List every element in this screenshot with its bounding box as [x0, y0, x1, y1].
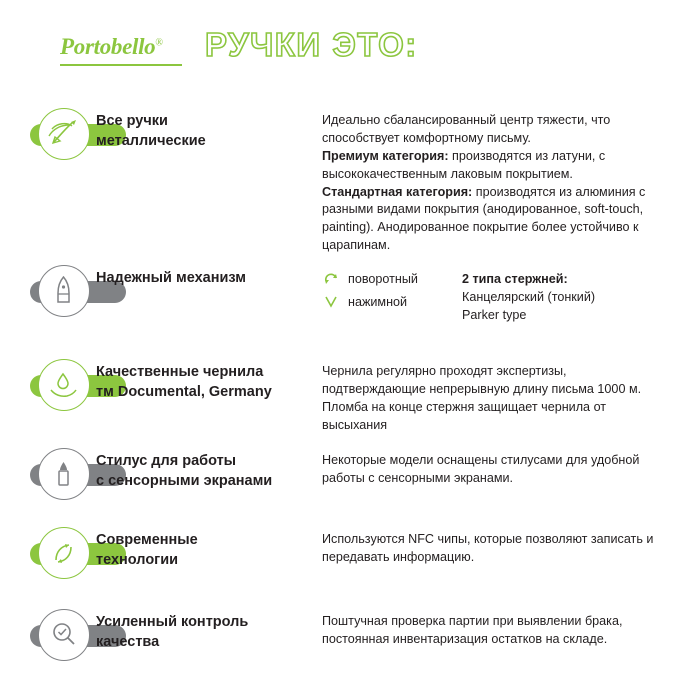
feature-title-line1: Качественные чернила [96, 364, 264, 380]
press-down-icon [322, 293, 340, 317]
feature-title-line2: металлические [96, 132, 206, 149]
feature-title [96, 613, 311, 652]
feature-description [322, 613, 672, 649]
feature-title-line2: качества [96, 633, 160, 650]
feature-title [96, 363, 311, 402]
stylus-tip-icon [38, 448, 90, 500]
paragraph-3: Стандартная категория: производятся из алюминия с разными видами покрытия (анодированное, soft-touch, painting). Анодированное покрытие более устойчиво к царапинам. [322, 184, 646, 253]
feature-description [322, 363, 672, 435]
feature-title-line2: тм Documental, Germany [96, 383, 272, 400]
feature-title [96, 112, 311, 151]
nfc-signal-icon [38, 527, 90, 579]
feature-title-line1: Все ручки [96, 113, 168, 129]
rotate-icon [322, 270, 340, 294]
refill-types [462, 271, 672, 325]
refill-item: Parker type [462, 307, 527, 322]
header [0, 26, 700, 78]
mechanism-label: нажимной [348, 295, 408, 309]
refill-item: Канцелярский (тонкий) [462, 289, 596, 304]
paragraph-1: Некоторые модели оснащены стилусами для удобной работы с сенсорными экранами. [322, 453, 640, 485]
mechanism-item-rotate [322, 271, 462, 288]
pen-tip-icon [38, 265, 90, 317]
feature-title [96, 269, 311, 289]
feature-description [322, 531, 672, 567]
paragraph-1: Поштучная проверка партии при выявлении брака, постоянная инвентаризация остатков на складе. [322, 614, 623, 646]
paragraph-1: Используются NFC чипы, которые позволяют записать и передавать информацию. [322, 532, 654, 564]
paragraph-1: Идеально сбалансированный центр тяжести, что способствует комфортному письму. [322, 113, 611, 145]
feature-description [322, 452, 672, 488]
mechanism-item-press [322, 294, 462, 311]
feature-title-line1: Надежный механизм [96, 270, 246, 286]
feature-description [322, 112, 672, 255]
feature-title [96, 452, 311, 491]
refill-heading: 2 типа стержней: [462, 272, 568, 286]
page-title: РУЧКИ ЭТО: [205, 26, 418, 63]
mechanism-label: поворотный [348, 272, 418, 286]
brand-underline [60, 64, 182, 66]
feature-title-line2: с сенсорными экранами [96, 472, 273, 489]
feature-title-line1: Современные [96, 532, 198, 548]
feature-title-line2: технологии [96, 551, 179, 568]
feature-title-line1: Усиленный контроль [96, 614, 249, 630]
pen-nib-icon [38, 108, 90, 160]
feature-title-line1: Стилус для работы [96, 453, 237, 469]
brand-name: Portobello [60, 34, 156, 59]
paragraph-2: Премиум категория: производятся из латуни, с высококачественным лаковым покрытием. [322, 148, 606, 181]
magnifier-check-icon [38, 609, 90, 661]
registered-mark: ® [155, 37, 163, 49]
mechanism-list [322, 271, 462, 317]
paragraph-1: Чернила регулярно проходят экспертизы, подтверждающие непрерывную длину письма 1000 м. Пломба на конце стержня защищает чернила от высыхания [322, 364, 642, 432]
brand-logo [60, 34, 163, 60]
feature-title [96, 531, 311, 570]
ink-drop-hand-icon [38, 359, 90, 411]
